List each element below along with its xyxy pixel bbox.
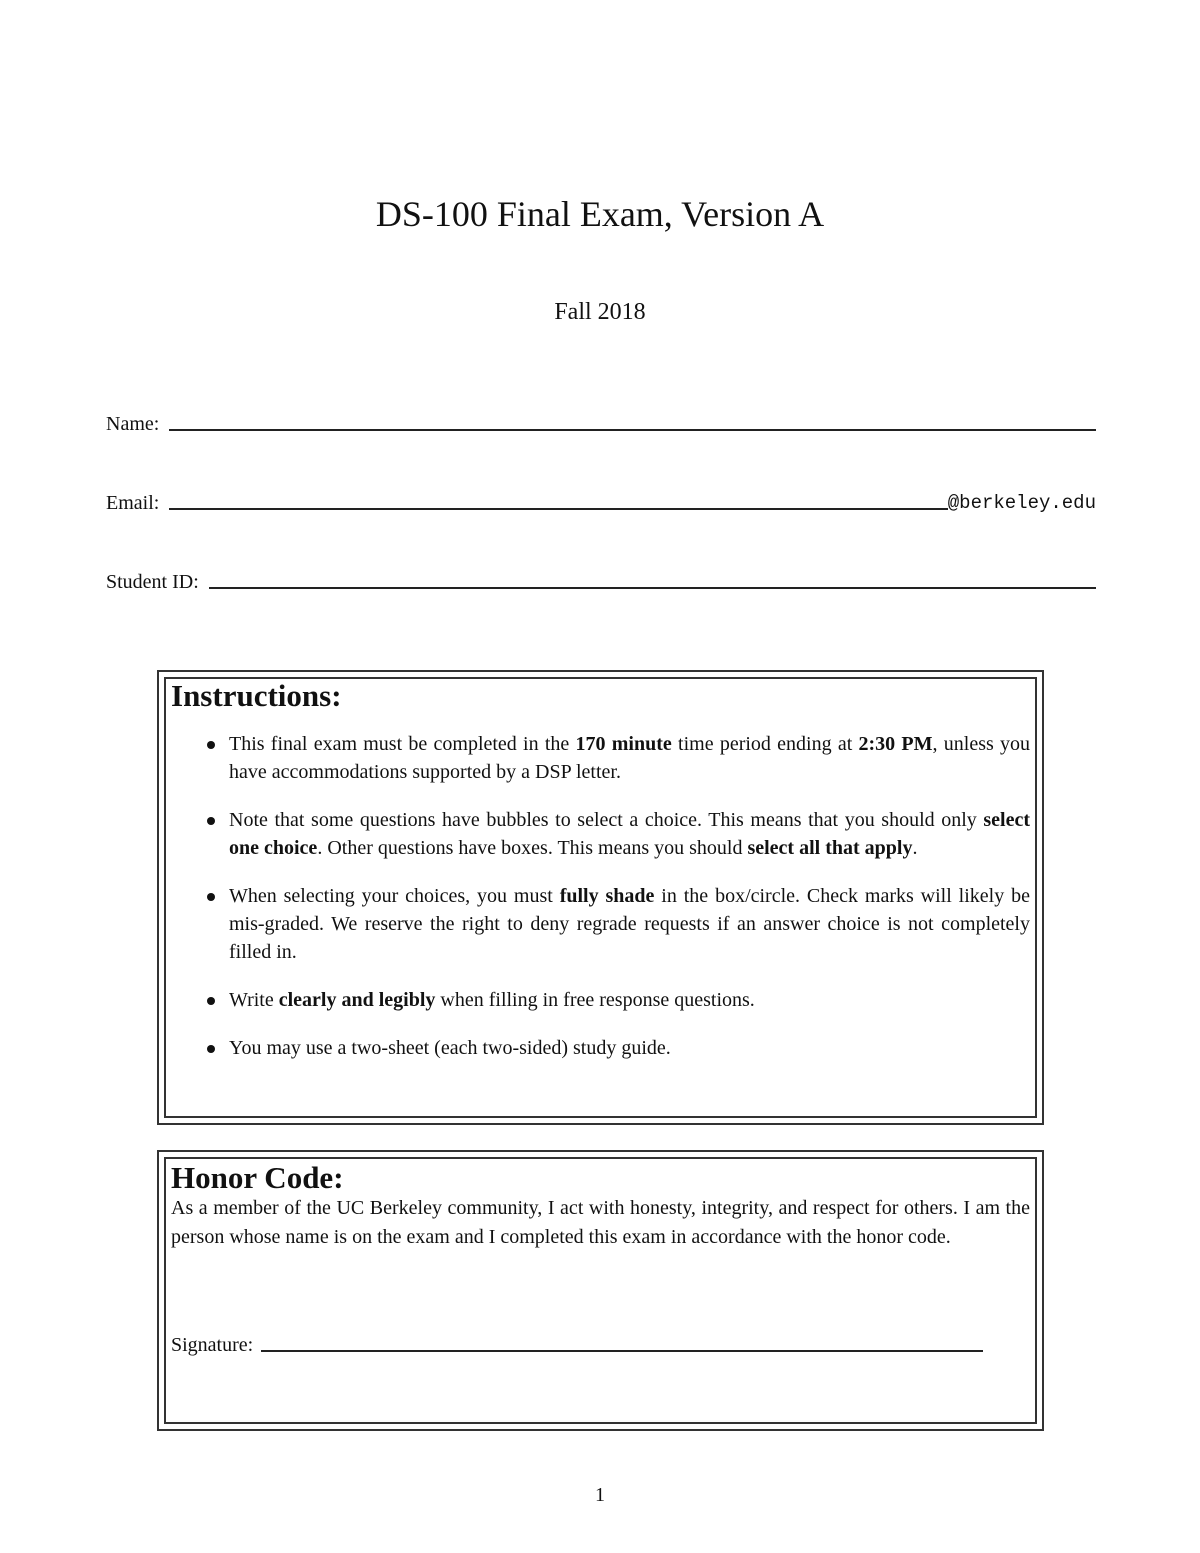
page-number: 1 <box>595 1484 605 1506</box>
bullet-icon <box>207 1045 215 1053</box>
bullet-icon <box>207 741 215 749</box>
exam-term: Fall 2018 <box>554 299 646 325</box>
exam-title: DS-100 Final Exam, Version A <box>375 194 825 234</box>
instruction-text: . <box>912 837 918 859</box>
emphasis-text: select one choice <box>229 809 1030 859</box>
student-id-field[interactable] <box>106 570 1096 594</box>
instructions-list <box>171 730 1030 1082</box>
student-id-blank-line[interactable] <box>209 587 1096 589</box>
instruction-item <box>171 730 1030 786</box>
honor-code-heading: Honor Code: <box>171 1160 344 1195</box>
name-label: Name: <box>106 413 160 435</box>
instruction-item <box>171 1034 1030 1062</box>
email-blank-line[interactable] <box>169 508 947 510</box>
bullet-icon <box>207 997 215 1005</box>
instruction-text: This final exam must be completed in the <box>229 733 576 755</box>
honor-code-box <box>157 1150 1044 1431</box>
instruction-item <box>171 986 1030 1014</box>
email-label: Email: <box>106 492 160 514</box>
emphasis-text: 170 minute <box>575 733 672 755</box>
bullet-icon <box>207 817 215 825</box>
instruction-text: You may use a two-sheet (each two-sided) study guide. <box>229 1037 671 1059</box>
signature-blank-line[interactable] <box>261 1350 983 1352</box>
emphasis-text: select all that apply <box>747 837 913 859</box>
signature-label: Signature: <box>171 1334 254 1356</box>
instruction-text: When selecting your choices, you must <box>229 885 560 907</box>
instructions-box <box>157 670 1044 1125</box>
honor-code-text: As a member of the UC Berkeley community, I act with honesty, integrity, and respect for others. I am the person whose name is on the exam and I completed this exam in accordance with the honor code. <box>171 1197 1030 1248</box>
instruction-text: Write <box>229 989 279 1011</box>
instruction-item <box>171 882 1030 966</box>
instruction-text: in the box/circle. Check marks will likely be mis-graded. We reserve the right to deny regrade requests if an answer choice is not completely filled in. <box>229 885 1030 963</box>
instruction-text: , unless you have accommodations supported by a DSP letter. <box>229 733 1031 783</box>
email-domain-suffix: @berkeley.edu <box>947 492 1096 514</box>
instruction-text: Note that some questions have bubbles to select a choice. This means that you should only <box>229 809 984 831</box>
bullet-icon <box>207 893 215 901</box>
signature-field[interactable] <box>171 1333 983 1357</box>
instruction-item <box>171 806 1030 862</box>
student-id-label: Student ID: <box>106 571 199 593</box>
instruction-text: . Other questions have boxes. This means you should <box>317 837 748 859</box>
emphasis-text: clearly and legibly <box>278 989 436 1011</box>
instructions-heading: Instructions: <box>171 678 342 713</box>
emphasis-text: fully shade <box>559 885 655 907</box>
instruction-text: time period ending at <box>671 733 859 755</box>
name-field[interactable] <box>106 412 1096 436</box>
name-blank-line[interactable] <box>169 429 1096 431</box>
email-field[interactable] <box>106 491 1096 515</box>
instruction-text: when filling in free response questions. <box>435 989 755 1011</box>
emphasis-text: 2:30 PM <box>858 733 933 755</box>
